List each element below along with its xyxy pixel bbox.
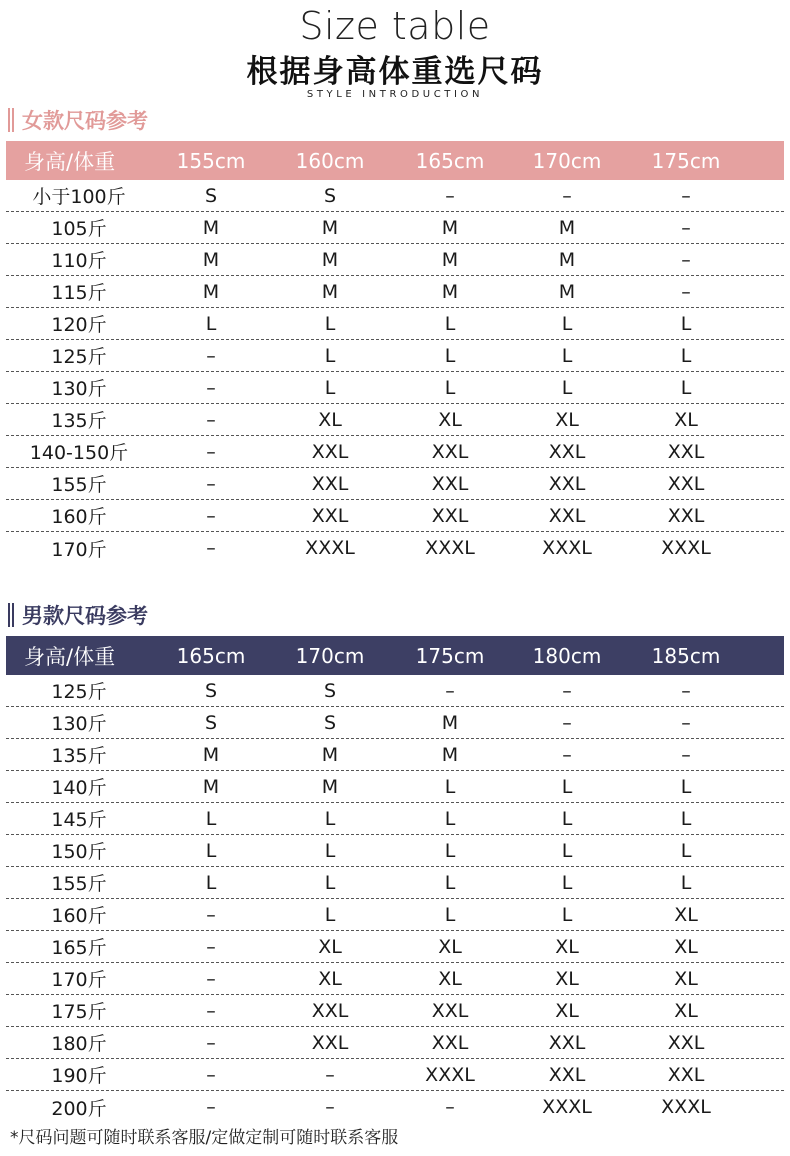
table-row xyxy=(6,931,784,963)
weight-cell: 180斤 xyxy=(51,1033,107,1055)
weight-cell: 165斤 xyxy=(51,937,107,959)
size-cell: – xyxy=(206,537,216,559)
weight-cell: 125斤 xyxy=(51,681,107,703)
size-cell: – xyxy=(445,184,455,207)
header-cell-height: 165cm xyxy=(176,643,246,668)
size-cell: S xyxy=(204,679,218,702)
size-cell: – xyxy=(206,472,216,495)
size-cell: XL xyxy=(438,967,462,990)
size-cell: L xyxy=(205,807,217,830)
size-cell: M xyxy=(441,216,459,239)
size-cell: XXXL xyxy=(425,1063,475,1086)
size-cell: L xyxy=(324,344,336,367)
size-cell: – xyxy=(206,903,216,926)
header-cell-height: 175cm xyxy=(651,148,721,173)
size-cell: S xyxy=(323,184,337,207)
size-cell: L xyxy=(444,775,456,798)
size-cell: M xyxy=(202,280,220,303)
size-cell: L xyxy=(680,775,692,798)
weight-cell: 155斤 xyxy=(51,474,107,496)
size-cell: L xyxy=(561,376,573,399)
table-header-row xyxy=(6,141,784,180)
size-cell: XL xyxy=(555,999,579,1022)
size-cell: L xyxy=(680,312,692,335)
size-cell: – xyxy=(325,1096,335,1118)
header-cell-height: 180cm xyxy=(532,643,602,668)
weight-cell: 105斤 xyxy=(51,218,107,240)
size-cell: XXL xyxy=(548,504,586,527)
size-cell: M xyxy=(558,216,576,239)
women-section-title xyxy=(8,104,148,136)
size-cell: M xyxy=(321,775,339,798)
size-cell: XXL xyxy=(548,472,586,495)
size-cell: – xyxy=(206,440,216,463)
size-cell: – xyxy=(562,743,572,766)
size-cell: – xyxy=(681,216,691,239)
table-row xyxy=(6,771,784,803)
table-row xyxy=(6,468,784,500)
table-row xyxy=(6,372,784,404)
size-cell: L xyxy=(444,871,456,894)
size-cell: XXL xyxy=(667,472,705,495)
size-cell: – xyxy=(206,1063,216,1086)
size-cell: – xyxy=(206,1031,216,1054)
size-cell: XXXL xyxy=(542,1096,592,1118)
size-cell: – xyxy=(206,967,216,990)
table-row xyxy=(6,739,784,771)
size-cell: XL xyxy=(438,935,462,958)
size-cell: – xyxy=(445,1096,455,1118)
size-cell: L xyxy=(324,312,336,335)
size-cell: L xyxy=(680,807,692,830)
header-cell-height-weight: 身高/体重 xyxy=(24,644,116,669)
size-cell: M xyxy=(321,216,339,239)
table-row xyxy=(6,1059,784,1091)
table-row xyxy=(6,308,784,340)
weight-cell: 170斤 xyxy=(51,538,107,561)
table-row xyxy=(6,436,784,468)
size-cell: L xyxy=(324,839,336,862)
size-cell: – xyxy=(206,935,216,958)
size-cell: XXL xyxy=(431,472,469,495)
weight-cell: 160斤 xyxy=(51,506,107,528)
size-cell: L xyxy=(205,839,217,862)
size-cell: XXL xyxy=(548,1031,586,1054)
size-cell: XXL xyxy=(431,1031,469,1054)
weight-cell: 110斤 xyxy=(51,250,107,272)
size-cell: – xyxy=(562,711,572,734)
size-cell: L xyxy=(680,344,692,367)
men-size-table xyxy=(6,636,784,1123)
table-row xyxy=(6,244,784,276)
table-row xyxy=(6,276,784,308)
weight-cell: 170斤 xyxy=(51,969,107,991)
size-cell: XL xyxy=(555,967,579,990)
size-cell: M xyxy=(558,280,576,303)
weight-cell: 175斤 xyxy=(51,1001,107,1023)
table-row xyxy=(6,532,784,564)
weight-cell: 130斤 xyxy=(51,713,107,735)
weight-cell: 140-150斤 xyxy=(29,442,129,464)
size-cell: L xyxy=(324,903,336,926)
size-cell: L xyxy=(561,903,573,926)
women-section-title-text: 女款尺码参考 xyxy=(22,108,148,133)
weight-cell: 140斤 xyxy=(51,777,107,799)
size-cell: S xyxy=(323,711,337,734)
weight-cell: 120斤 xyxy=(51,314,107,336)
page-subtitle-zh: 根据身高体重选尺码 xyxy=(246,54,544,90)
header-cell-height: 170cm xyxy=(295,643,365,668)
size-cell: – xyxy=(325,1063,335,1086)
size-cell: XXL xyxy=(311,504,349,527)
size-cell: L xyxy=(561,344,573,367)
size-cell: M xyxy=(321,743,339,766)
size-cell: XL xyxy=(555,408,579,431)
size-cell: M xyxy=(441,280,459,303)
size-cell: – xyxy=(206,504,216,527)
table-row xyxy=(6,899,784,931)
size-cell: L xyxy=(205,312,217,335)
size-cell: XXL xyxy=(311,999,349,1022)
weight-cell: 130斤 xyxy=(51,378,107,400)
weight-cell: 小于100斤 xyxy=(32,186,126,208)
size-cell: XXXL xyxy=(661,1096,711,1118)
size-cell: M xyxy=(441,743,459,766)
women-size-table xyxy=(6,141,784,564)
section-marker-icon xyxy=(8,603,14,627)
weight-cell: 135斤 xyxy=(51,410,107,432)
size-cell: L xyxy=(324,871,336,894)
table-header-row xyxy=(6,636,784,675)
size-cell: – xyxy=(206,376,216,399)
size-cell: L xyxy=(444,903,456,926)
size-cell: XL xyxy=(674,903,698,926)
size-cell: XXL xyxy=(311,440,349,463)
header-cell-height: 160cm xyxy=(295,148,365,173)
size-cell: XXL xyxy=(431,999,469,1022)
size-cell: M xyxy=(558,248,576,271)
size-cell: M xyxy=(202,216,220,239)
size-cell: – xyxy=(445,679,455,702)
size-cell: L xyxy=(324,376,336,399)
size-cell: – xyxy=(681,184,691,207)
table-row xyxy=(6,835,784,867)
page-title: Size table xyxy=(299,4,491,48)
size-cell: XXL xyxy=(431,440,469,463)
size-cell: XL xyxy=(674,967,698,990)
size-cell: XXL xyxy=(548,440,586,463)
table-row xyxy=(6,500,784,532)
table-row xyxy=(6,867,784,899)
size-cell: – xyxy=(562,184,572,207)
size-cell: XXL xyxy=(548,1063,586,1086)
size-cell: – xyxy=(206,408,216,431)
size-cell: – xyxy=(681,743,691,766)
table-row xyxy=(6,180,784,212)
weight-cell: 190斤 xyxy=(51,1065,107,1087)
header-cell-height: 175cm xyxy=(415,643,485,668)
size-cell: L xyxy=(561,871,573,894)
size-cell: XL xyxy=(318,408,342,431)
size-cell: M xyxy=(441,248,459,271)
size-cell: XXL xyxy=(311,1031,349,1054)
size-cell: S xyxy=(323,679,337,702)
size-cell: XXXL xyxy=(305,537,355,559)
size-cell: L xyxy=(444,344,456,367)
size-cell: XL xyxy=(674,408,698,431)
weight-cell: 160斤 xyxy=(51,905,107,927)
header-cell-height-weight: 身高/体重 xyxy=(24,149,116,174)
size-cell: L xyxy=(561,775,573,798)
weight-cell: 150斤 xyxy=(51,841,107,863)
size-cell: XXXL xyxy=(425,537,475,559)
table-row xyxy=(6,1027,784,1059)
size-cell: L xyxy=(444,807,456,830)
size-cell: M xyxy=(202,775,220,798)
header-cell-height: 185cm xyxy=(651,643,721,668)
size-cell: – xyxy=(681,280,691,303)
size-cell: – xyxy=(562,679,572,702)
header-cell-height: 170cm xyxy=(532,148,602,173)
size-cell: M xyxy=(321,280,339,303)
size-cell: L xyxy=(205,871,217,894)
size-cell: S xyxy=(204,184,218,207)
table-row xyxy=(6,404,784,436)
table-row xyxy=(6,1091,784,1123)
size-cell: – xyxy=(206,999,216,1022)
size-cell: XL xyxy=(438,408,462,431)
table-row xyxy=(6,995,784,1027)
size-cell: XXL xyxy=(667,504,705,527)
header-cell-height: 155cm xyxy=(176,148,246,173)
size-cell: XXL xyxy=(431,504,469,527)
footer-note: *尺码问题可随时联系客服/定做定制可随时联系客服 xyxy=(10,1128,399,1148)
men-section-title-text: 男款尺码参考 xyxy=(22,603,148,628)
size-cell: XL xyxy=(555,935,579,958)
size-cell: – xyxy=(206,1096,216,1118)
weight-cell: 115斤 xyxy=(51,282,107,304)
table-row xyxy=(6,963,784,995)
size-cell: – xyxy=(681,711,691,734)
size-cell: XXXL xyxy=(542,537,592,559)
size-cell: XL xyxy=(674,935,698,958)
size-cell: L xyxy=(561,312,573,335)
size-cell: XXL xyxy=(667,440,705,463)
size-cell: – xyxy=(681,679,691,702)
table-row xyxy=(6,803,784,835)
style-introduction-label: STYLE INTRODUCTION xyxy=(306,89,484,100)
size-cell: L xyxy=(324,807,336,830)
size-cell: M xyxy=(202,743,220,766)
size-cell: – xyxy=(206,344,216,367)
size-cell: XL xyxy=(674,999,698,1022)
size-cell: L xyxy=(444,839,456,862)
weight-cell: 155斤 xyxy=(51,873,107,895)
size-cell: XXL xyxy=(667,1063,705,1086)
weight-cell: 200斤 xyxy=(51,1097,107,1120)
size-cell: M xyxy=(202,248,220,271)
size-cell: L xyxy=(444,312,456,335)
size-cell: L xyxy=(561,807,573,830)
weight-cell: 145斤 xyxy=(51,809,107,831)
table-row xyxy=(6,340,784,372)
size-cell: L xyxy=(561,839,573,862)
size-cell: M xyxy=(321,248,339,271)
section-marker-icon xyxy=(8,108,14,132)
header-cell-height: 165cm xyxy=(415,148,485,173)
size-cell: L xyxy=(444,376,456,399)
size-cell: L xyxy=(680,839,692,862)
table-row xyxy=(6,707,784,739)
size-cell: – xyxy=(681,248,691,271)
weight-cell: 135斤 xyxy=(51,745,107,767)
size-cell: S xyxy=(204,711,218,734)
table-row xyxy=(6,212,784,244)
size-cell: XXL xyxy=(311,472,349,495)
size-cell: L xyxy=(680,376,692,399)
size-cell: XXL xyxy=(667,1031,705,1054)
size-cell: XXXL xyxy=(661,537,711,559)
table-row xyxy=(6,675,784,707)
size-cell: XL xyxy=(318,967,342,990)
size-cell: M xyxy=(441,711,459,734)
size-cell: L xyxy=(680,871,692,894)
men-section-title xyxy=(8,599,148,631)
weight-cell: 125斤 xyxy=(51,346,107,368)
size-cell: XL xyxy=(318,935,342,958)
